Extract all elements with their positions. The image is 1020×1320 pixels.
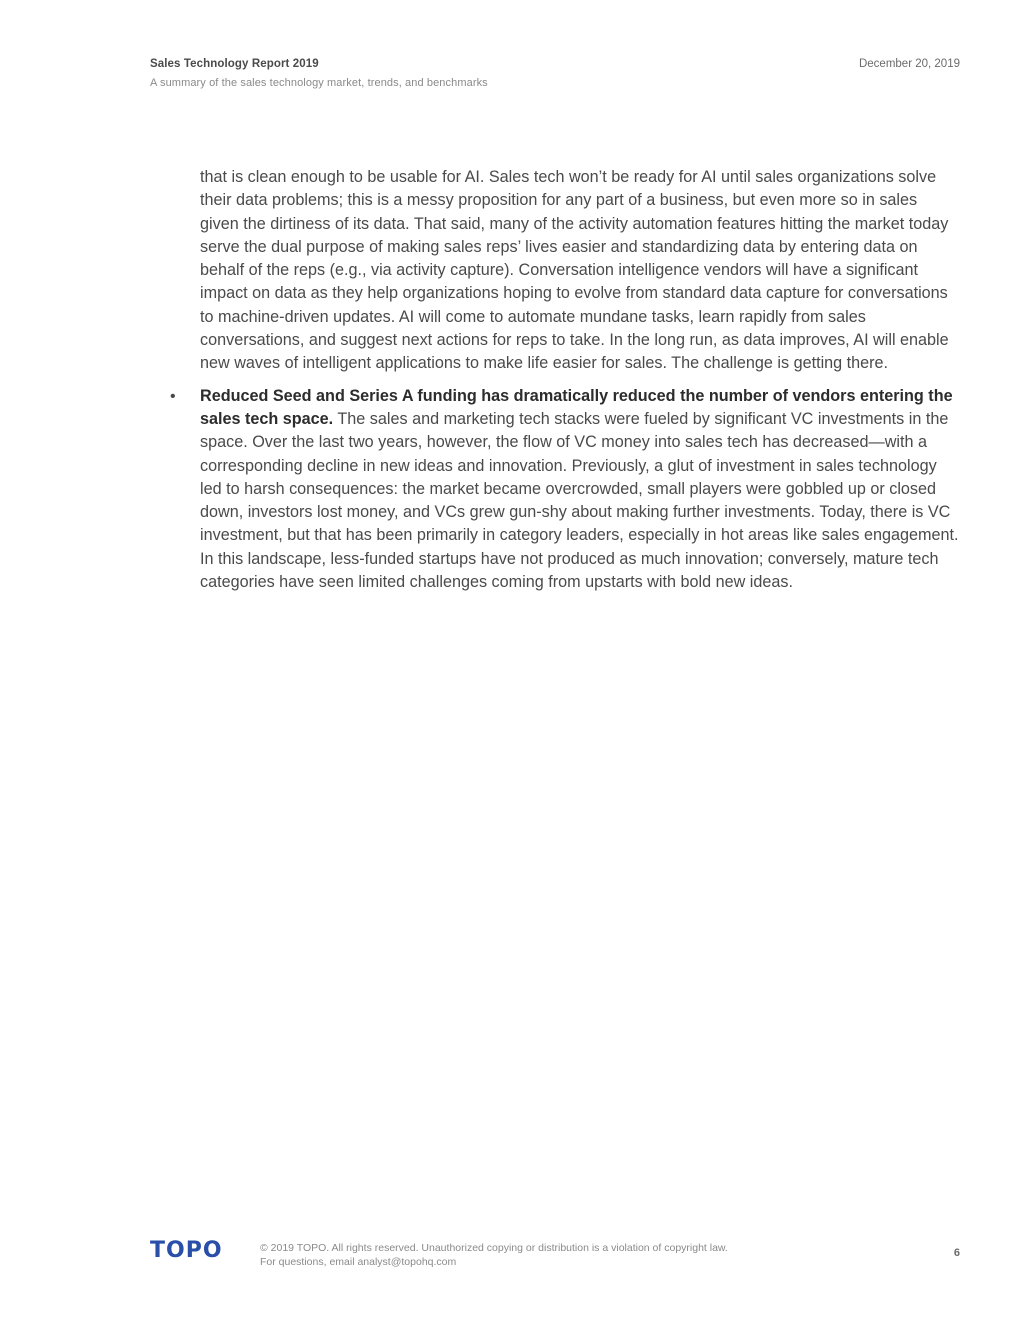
page-number: 6: [953, 1247, 960, 1259]
bullet-lead-bold: Reduced Seed and Series A funding has dramatically reduced the number of vendors entering the sales tech space.: [200, 386, 953, 428]
page-footer: [150, 1238, 960, 1278]
bullet-text: The sales and marketing tech stacks were fueled by significant VC investments in the space. Over the last two years, however, the flow of VC money into sales tech has decreased—with a corresponding decline in new ideas and innovation. Previously, a glut of investment in sales technology led to harsh consequences: the market became overcrowded, small players were gobbled up or closed down, investors lost money, and VCs grew gun-shy about making further investments. Today, there is VC investment, but that has been primarily in category leaders, especially in hot areas like sales engagement. In this landscape, less-funded startups have not produced as much innovation; conversely, mature tech categories have seen limited challenges coming from upstarts with bold new ideas.: [200, 409, 959, 592]
report-title: Sales Technology Report 2019: [150, 58, 319, 70]
legal-notice: [260, 1241, 728, 1269]
page-header: [150, 58, 960, 89]
bullet-marker: •: [170, 387, 176, 405]
copyright-text: © 2019 TOPO. All rights reserved. Unauthorized copying or distribution is a violation of copyright law.: [260, 1242, 728, 1254]
continued-paragraph: that is clean enough to be usable for AI. Sales tech won’t be ready for AI until sales organizations solve their data problems; this is a messy proposition for any part of a business, but even more so in sales given the dirtiness of its data. That said, many of the activity automation features hitting the market today serve the dual purpose of making sales reps’ lives easier and standardizing data by entering data on behalf of the reps (e.g., via activity capture). Conversation intelligence vendors will have a significant impact on data as they help organizations hoping to evolve from standard data capture for conversations to machine-driven updates. AI will come to automate mundane tasks, learn rapidly from sales conversations, and suggest next actions for reps to take. In the long run, as data improves, AI will enable new waves of intelligent applications to make life easier for sales. The challenge is getting there.: [200, 168, 949, 373]
page-body: [150, 166, 960, 594]
bullet-item: [150, 385, 960, 595]
bullet-paragraph: [200, 385, 960, 595]
topo-logo: TOPO: [150, 1238, 223, 1263]
report-subtitle: A summary of the sales technology market, trends, and benchmarks: [150, 77, 488, 89]
contact-text: For questions, email analyst@topohq.com: [260, 1256, 457, 1268]
report-date: December 20, 2019: [858, 58, 960, 70]
